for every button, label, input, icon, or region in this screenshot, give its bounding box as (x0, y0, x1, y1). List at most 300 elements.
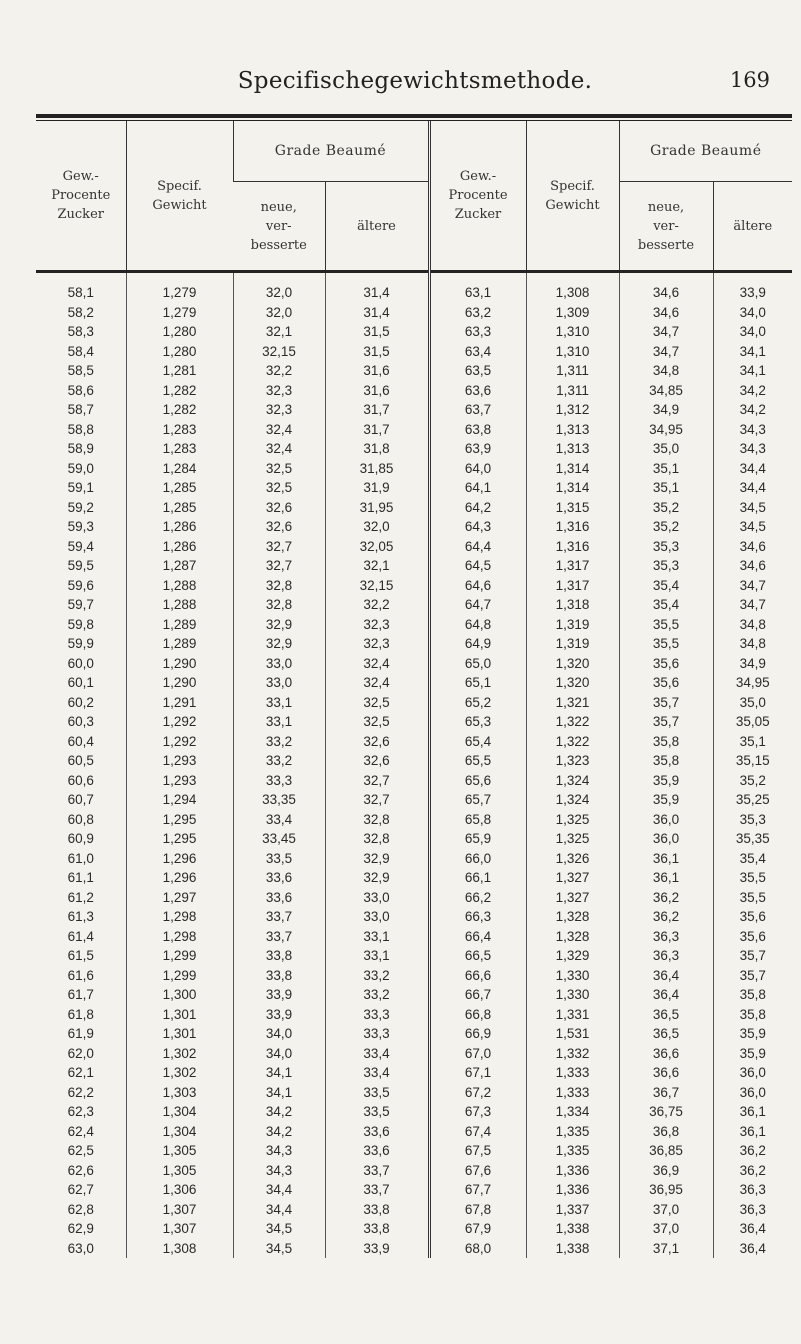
left-gew-procente-cell: 58,7 (67, 402, 94, 417)
table-row (36, 478, 792, 498)
left-gew-procente-cell: 60,7 (67, 792, 94, 807)
left-grade-aeltere-cell: 33,6 (325, 1141, 429, 1161)
table-row (36, 400, 792, 420)
right-specif-gewicht-cell: 1,330 (526, 985, 619, 1005)
table-row (36, 595, 792, 615)
left-grade-aeltere-cell: 33,4 (325, 1044, 429, 1064)
right-gew-procente-cell: 66,0 (429, 849, 526, 869)
right-gew-procente-cell: 64,7 (429, 595, 526, 615)
left-specif-gewicht-cell: 1,279 (126, 303, 233, 323)
left-gew-procente-cell: 62,7 (67, 1182, 94, 1197)
right-gew-procente-cell: 63,1 (429, 272, 526, 303)
right-specif-gewicht-cell: 1,325 (526, 829, 619, 849)
left-specif-gewicht-cell: 1,297 (126, 888, 233, 908)
right-grade-aeltere-cell: 34,1 (713, 342, 792, 362)
left-gew-procente-cell: 59,6 (67, 577, 94, 593)
right-gew-procente-cell: 63,4 (429, 342, 526, 362)
left-grade-neue-cell: 32,6 (233, 517, 325, 537)
table-row (36, 459, 792, 479)
left-grade-aeltere-cell: 32,9 (325, 849, 429, 869)
right-grade-aeltere-cell: 34,4 (713, 459, 792, 479)
left-gew-procente-cell: 59,7 (67, 597, 94, 612)
right-grade-aeltere-cell: 34,95 (713, 673, 792, 693)
right-grade-aeltere-cell: 34,8 (713, 615, 792, 635)
right-grade-aeltere-cell: 34,4 (713, 478, 792, 498)
left-grade-neue-cell: 33,4 (233, 810, 325, 830)
left-gew-procente-cell: 61,7 (67, 987, 94, 1002)
right-specif-gewicht-cell: 1,315 (526, 498, 619, 518)
top-rule (36, 114, 792, 118)
right-grade-neue-cell: 36,1 (619, 849, 713, 869)
table-row (36, 1024, 792, 1044)
left-grade-aeltere-cell: 31,6 (325, 381, 429, 401)
header-gew-procente-right: Gew.- Procente Zucker (429, 121, 526, 270)
right-specif-gewicht-cell: 1,313 (526, 420, 619, 440)
right-specif-gewicht-cell: 1,320 (526, 654, 619, 674)
right-specif-gewicht-cell: 1,338 (526, 1219, 619, 1239)
left-specif-gewicht-cell: 1,303 (126, 1083, 233, 1103)
right-grade-neue-cell: 35,7 (619, 693, 713, 713)
right-specif-gewicht-cell: 1,320 (526, 673, 619, 693)
left-grade-aeltere-cell: 31,7 (325, 420, 429, 440)
right-specif-gewicht-cell: 1,317 (526, 556, 619, 576)
right-specif-gewicht-cell: 1,322 (526, 732, 619, 752)
left-grade-neue-cell: 32,5 (233, 478, 325, 498)
header-specif-gewicht-left: Specif. Gewicht (126, 121, 233, 270)
left-gew-procente-cell: 61,4 (67, 928, 94, 944)
left-grade-aeltere-cell: 31,6 (325, 361, 429, 381)
left-gew-procente-cell: 60,2 (67, 694, 94, 710)
left-grade-neue-cell: 33,1 (233, 693, 325, 713)
left-gew-procente-cell: 58,4 (67, 343, 94, 359)
left-gew-procente-cell: 62,1 (67, 1065, 94, 1080)
left-specif-gewicht-cell: 1,307 (126, 1200, 233, 1220)
left-grade-neue-cell: 34,4 (233, 1180, 325, 1200)
right-grade-neue-cell: 34,6 (619, 303, 713, 323)
left-specif-gewicht-cell: 1,290 (126, 654, 233, 674)
table-row (36, 966, 792, 986)
right-gew-procente-cell: 63,8 (429, 420, 526, 440)
right-gew-procente-cell: 67,3 (429, 1102, 526, 1122)
right-grade-aeltere-cell: 34,0 (713, 303, 792, 323)
right-grade-aeltere-cell: 35,35 (713, 829, 792, 849)
table-row (36, 654, 792, 674)
right-grade-aeltere-cell: 35,0 (713, 693, 792, 713)
left-grade-neue-cell: 33,2 (233, 751, 325, 771)
left-grade-aeltere-cell: 32,05 (325, 537, 429, 557)
right-grade-aeltere-cell: 34,2 (713, 381, 792, 401)
left-specif-gewicht-cell: 1,286 (126, 517, 233, 537)
right-grade-aeltere-cell: 35,7 (713, 946, 792, 966)
left-grade-neue-cell: 34,1 (233, 1063, 325, 1083)
left-grade-neue-cell: 32,9 (233, 634, 325, 654)
right-gew-procente-cell: 65,0 (429, 654, 526, 674)
right-specif-gewicht-cell: 1,327 (526, 868, 619, 888)
left-grade-aeltere-cell: 32,4 (325, 654, 429, 674)
right-grade-aeltere-cell: 35,5 (713, 868, 792, 888)
right-gew-procente-cell: 66,3 (429, 907, 526, 927)
right-grade-neue-cell: 34,95 (619, 420, 713, 440)
left-grade-neue-cell: 33,5 (233, 849, 325, 869)
right-specif-gewicht-cell: 1,327 (526, 888, 619, 908)
left-specif-gewicht-cell: 1,279 (126, 272, 233, 303)
left-grade-aeltere-cell: 33,5 (325, 1102, 429, 1122)
left-grade-neue-cell: 33,9 (233, 985, 325, 1005)
right-grade-neue-cell: 36,3 (619, 927, 713, 947)
left-grade-neue-cell: 32,9 (233, 615, 325, 635)
left-grade-aeltere-cell: 33,8 (325, 1219, 429, 1239)
left-grade-neue-cell: 33,9 (233, 1005, 325, 1025)
left-specif-gewicht-cell: 1,293 (126, 771, 233, 791)
left-grade-aeltere-cell: 32,8 (325, 810, 429, 830)
right-grade-aeltere-cell: 34,7 (713, 595, 792, 615)
right-gew-procente-cell: 67,8 (429, 1200, 526, 1220)
right-grade-aeltere-cell: 34,8 (713, 634, 792, 654)
left-gew-procente-cell: 61,1 (67, 870, 94, 885)
right-specif-gewicht-cell: 1,333 (526, 1083, 619, 1103)
right-grade-aeltere-cell: 34,6 (713, 537, 792, 557)
table-body (36, 272, 792, 1259)
left-specif-gewicht-cell: 1,286 (126, 537, 233, 557)
right-grade-neue-cell: 34,85 (619, 381, 713, 401)
left-grade-neue-cell: 33,35 (233, 790, 325, 810)
right-grade-neue-cell: 36,85 (619, 1141, 713, 1161)
right-grade-aeltere-cell: 34,7 (713, 576, 792, 596)
left-specif-gewicht-cell: 1,280 (126, 322, 233, 342)
right-gew-procente-cell: 66,6 (429, 966, 526, 986)
right-grade-neue-cell: 36,3 (619, 946, 713, 966)
right-grade-aeltere-cell: 36,1 (713, 1102, 792, 1122)
right-grade-aeltere-cell: 35,4 (713, 849, 792, 869)
right-grade-aeltere-cell: 35,8 (713, 985, 792, 1005)
right-grade-neue-cell: 36,0 (619, 810, 713, 830)
right-specif-gewicht-cell: 1,314 (526, 478, 619, 498)
header-specif-gewicht-right: Specif. Gewicht (526, 121, 619, 270)
table-row (36, 907, 792, 927)
left-grade-neue-cell: 33,45 (233, 829, 325, 849)
right-grade-neue-cell: 35,3 (619, 556, 713, 576)
right-grade-neue-cell: 35,7 (619, 712, 713, 732)
left-grade-aeltere-cell: 32,6 (325, 751, 429, 771)
table-row (36, 439, 792, 459)
left-grade-aeltere-cell: 31,95 (325, 498, 429, 518)
right-grade-aeltere-cell: 34,6 (713, 556, 792, 576)
left-specif-gewicht-cell: 1,301 (126, 1005, 233, 1025)
right-gew-procente-cell: 65,6 (429, 771, 526, 791)
right-grade-aeltere-cell: 34,3 (713, 439, 792, 459)
right-specif-gewicht-cell: 1,319 (526, 615, 619, 635)
table-row (36, 498, 792, 518)
right-specif-gewicht-cell: 1,308 (526, 272, 619, 303)
right-grade-aeltere-cell: 35,25 (713, 790, 792, 810)
left-gew-procente-cell: 58,9 (67, 441, 94, 456)
right-gew-procente-cell: 63,6 (429, 381, 526, 401)
right-grade-aeltere-cell: 35,6 (713, 927, 792, 947)
right-specif-gewicht-cell: 1,310 (526, 342, 619, 362)
header-neue-right: neue, ver- besserte (619, 182, 713, 271)
right-grade-neue-cell: 36,8 (619, 1122, 713, 1142)
table-row (36, 927, 792, 947)
left-grade-neue-cell: 32,2 (233, 361, 325, 381)
table-row (36, 1005, 792, 1025)
right-gew-procente-cell: 64,6 (429, 576, 526, 596)
left-specif-gewicht-cell: 1,293 (126, 751, 233, 771)
table-row (36, 1063, 792, 1083)
right-gew-procente-cell: 65,7 (429, 790, 526, 810)
left-grade-neue-cell: 33,7 (233, 927, 325, 947)
left-grade-aeltere-cell: 33,4 (325, 1063, 429, 1083)
left-specif-gewicht-cell: 1,308 (126, 1239, 233, 1259)
right-specif-gewicht-cell: 1,311 (526, 361, 619, 381)
right-gew-procente-cell: 64,3 (429, 517, 526, 537)
left-grade-neue-cell: 32,4 (233, 439, 325, 459)
right-grade-neue-cell: 36,0 (619, 829, 713, 849)
right-grade-aeltere-cell: 36,2 (713, 1141, 792, 1161)
right-grade-neue-cell: 36,95 (619, 1180, 713, 1200)
right-grade-neue-cell: 34,8 (619, 361, 713, 381)
left-grade-aeltere-cell: 32,6 (325, 732, 429, 752)
left-gew-procente-cell: 58,8 (67, 421, 94, 437)
right-gew-procente-cell: 68,0 (429, 1239, 526, 1259)
left-gew-procente-cell: 59,4 (67, 538, 94, 554)
table-row (36, 712, 792, 732)
left-specif-gewicht-cell: 1,290 (126, 673, 233, 693)
right-gew-procente-cell: 63,9 (429, 439, 526, 459)
right-gew-procente-cell: 66,1 (429, 868, 526, 888)
left-grade-aeltere-cell: 31,5 (325, 342, 429, 362)
left-grade-aeltere-cell: 32,7 (325, 771, 429, 791)
left-specif-gewicht-cell: 1,299 (126, 966, 233, 986)
left-gew-procente-cell: 60,1 (67, 675, 94, 690)
right-specif-gewicht-cell: 1,332 (526, 1044, 619, 1064)
left-gew-procente-cell: 58,6 (67, 382, 94, 398)
right-gew-procente-cell: 64,2 (429, 498, 526, 518)
left-specif-gewicht-cell: 1,299 (126, 946, 233, 966)
left-specif-gewicht-cell: 1,282 (126, 400, 233, 420)
left-specif-gewicht-cell: 1,300 (126, 985, 233, 1005)
left-grade-aeltere-cell: 33,7 (325, 1161, 429, 1181)
right-specif-gewicht-cell: 1,314 (526, 459, 619, 479)
left-gew-procente-cell: 62,4 (67, 1123, 94, 1139)
table-row (36, 576, 792, 596)
right-gew-procente-cell: 65,3 (429, 712, 526, 732)
table-row (36, 751, 792, 771)
left-grade-neue-cell: 32,3 (233, 381, 325, 401)
left-grade-aeltere-cell: 33,3 (325, 1005, 429, 1025)
left-grade-neue-cell: 34,5 (233, 1219, 325, 1239)
right-grade-aeltere-cell: 35,15 (713, 751, 792, 771)
right-specif-gewicht-cell: 1,322 (526, 712, 619, 732)
right-grade-neue-cell: 35,5 (619, 634, 713, 654)
left-gew-procente-cell: 59,9 (67, 636, 94, 651)
left-grade-neue-cell: 33,7 (233, 907, 325, 927)
right-gew-procente-cell: 67,7 (429, 1180, 526, 1200)
left-gew-procente-cell: 58,3 (67, 324, 94, 339)
right-grade-aeltere-cell: 35,7 (713, 966, 792, 986)
table-row (36, 1219, 792, 1239)
left-grade-aeltere-cell: 31,5 (325, 322, 429, 342)
left-grade-aeltere-cell: 31,7 (325, 400, 429, 420)
table-row (36, 849, 792, 869)
left-grade-neue-cell: 32,0 (233, 272, 325, 303)
running-title: Specifischegewichtsmethode. (237, 68, 593, 94)
left-grade-neue-cell: 32,8 (233, 576, 325, 596)
right-gew-procente-cell: 66,8 (429, 1005, 526, 1025)
left-grade-neue-cell: 34,4 (233, 1200, 325, 1220)
left-grade-neue-cell: 34,2 (233, 1122, 325, 1142)
left-gew-procente-cell: 58,5 (67, 363, 94, 378)
left-grade-aeltere-cell: 32,8 (325, 829, 429, 849)
left-specif-gewicht-cell: 1,305 (126, 1161, 233, 1181)
left-grade-aeltere-cell: 31,8 (325, 439, 429, 459)
right-gew-procente-cell: 65,9 (429, 829, 526, 849)
header-aeltere-right: ältere (713, 182, 792, 271)
left-gew-procente-cell: 61,8 (67, 1006, 94, 1022)
right-specif-gewicht-cell: 1,319 (526, 634, 619, 654)
left-grade-neue-cell: 32,15 (233, 342, 325, 362)
right-specif-gewicht-cell: 1,317 (526, 576, 619, 596)
right-grade-neue-cell: 34,9 (619, 400, 713, 420)
left-grade-neue-cell: 34,0 (233, 1024, 325, 1044)
right-gew-procente-cell: 63,3 (429, 322, 526, 342)
left-specif-gewicht-cell: 1,305 (126, 1141, 233, 1161)
right-grade-aeltere-cell: 35,1 (713, 732, 792, 752)
right-grade-aeltere-cell: 34,5 (713, 498, 792, 518)
header-neue-left: neue, ver- besserte (250, 199, 307, 253)
right-specif-gewicht-cell: 1,531 (526, 1024, 619, 1044)
right-specif-gewicht-cell: 1,310 (526, 322, 619, 342)
right-grade-neue-cell: 36,75 (619, 1102, 713, 1122)
left-grade-aeltere-cell: 32,3 (325, 615, 429, 635)
left-grade-aeltere-cell: 32,1 (325, 556, 429, 576)
left-gew-procente-cell: 61,2 (67, 889, 94, 905)
left-gew-procente-cell: 59,2 (67, 499, 94, 515)
left-specif-gewicht-cell: 1,287 (126, 556, 233, 576)
right-grade-neue-cell: 35,2 (619, 517, 713, 537)
right-specif-gewicht-cell: 1,331 (526, 1005, 619, 1025)
right-specif-gewicht-cell: 1,321 (526, 693, 619, 713)
left-grade-aeltere-cell: 33,9 (325, 1239, 429, 1259)
left-grade-neue-cell: 33,3 (233, 771, 325, 791)
right-grade-aeltere-cell: 35,9 (713, 1024, 792, 1044)
right-grade-aeltere-cell: 36,4 (713, 1239, 792, 1259)
left-gew-procente-cell: 59,1 (67, 480, 94, 495)
right-grade-neue-cell: 36,2 (619, 888, 713, 908)
right-grade-aeltere-cell: 36,0 (713, 1083, 792, 1103)
right-grade-aeltere-cell: 34,1 (713, 361, 792, 381)
left-grade-aeltere-cell: 33,3 (325, 1024, 429, 1044)
right-gew-procente-cell: 64,5 (429, 556, 526, 576)
table-row (36, 537, 792, 557)
right-grade-aeltere-cell: 35,9 (713, 1044, 792, 1064)
left-gew-procente-cell: 62,6 (67, 1162, 94, 1178)
table-row (36, 810, 792, 830)
right-gew-procente-cell: 67,0 (429, 1044, 526, 1064)
right-grade-aeltere-cell: 36,3 (713, 1200, 792, 1220)
right-gew-procente-cell: 67,9 (429, 1219, 526, 1239)
right-specif-gewicht-cell: 1,323 (526, 751, 619, 771)
left-specif-gewicht-cell: 1,292 (126, 712, 233, 732)
left-specif-gewicht-cell: 1,304 (126, 1102, 233, 1122)
right-specif-gewicht-cell: 1,333 (526, 1063, 619, 1083)
left-specif-gewicht-cell: 1,288 (126, 595, 233, 615)
left-gew-procente-cell: 60,5 (67, 753, 94, 768)
table-row (36, 1044, 792, 1064)
left-specif-gewicht-cell: 1,302 (126, 1044, 233, 1064)
table-row (36, 1141, 792, 1161)
right-gew-procente-cell: 64,9 (429, 634, 526, 654)
right-grade-neue-cell: 35,6 (619, 654, 713, 674)
right-specif-gewicht-cell: 1,336 (526, 1180, 619, 1200)
right-specif-gewicht-cell: 1,326 (526, 849, 619, 869)
right-gew-procente-cell: 65,8 (429, 810, 526, 830)
right-grade-neue-cell: 36,9 (619, 1161, 713, 1181)
left-grade-neue-cell: 32,5 (233, 459, 325, 479)
left-gew-procente-cell: 62,8 (67, 1201, 94, 1217)
left-specif-gewicht-cell: 1,298 (126, 907, 233, 927)
right-specif-gewicht-cell: 1,337 (526, 1200, 619, 1220)
left-grade-aeltere-cell: 33,2 (325, 985, 429, 1005)
right-gew-procente-cell: 66,2 (429, 888, 526, 908)
left-gew-procente-cell: 62,5 (67, 1143, 94, 1158)
page-header (60, 68, 770, 108)
right-gew-procente-cell: 64,4 (429, 537, 526, 557)
left-grade-aeltere-cell: 33,1 (325, 946, 429, 966)
page-number: 169 (729, 68, 770, 92)
right-gew-procente-cell: 63,5 (429, 361, 526, 381)
right-grade-neue-cell: 36,4 (619, 966, 713, 986)
left-gew-procente-cell: 59,8 (67, 616, 94, 632)
right-grade-neue-cell: 34,7 (619, 322, 713, 342)
left-specif-gewicht-cell: 1,283 (126, 420, 233, 440)
left-grade-neue-cell: 32,0 (233, 303, 325, 323)
left-grade-aeltere-cell: 33,2 (325, 966, 429, 986)
right-gew-procente-cell: 66,5 (429, 946, 526, 966)
left-gew-procente-cell: 60,8 (67, 811, 94, 827)
left-grade-neue-cell: 32,6 (233, 498, 325, 518)
table-row (36, 946, 792, 966)
right-gew-procente-cell: 65,2 (429, 693, 526, 713)
left-specif-gewicht-cell: 1,295 (126, 810, 233, 830)
left-gew-procente-cell: 60,9 (67, 831, 94, 846)
left-grade-aeltere-cell: 32,5 (325, 712, 429, 732)
right-grade-aeltere-cell: 35,6 (713, 907, 792, 927)
right-gew-procente-cell: 64,1 (429, 478, 526, 498)
left-specif-gewicht-cell: 1,294 (126, 790, 233, 810)
right-specif-gewicht-cell: 1,318 (526, 595, 619, 615)
left-gew-procente-cell: 62,2 (67, 1084, 94, 1100)
header-aeltere-left: ältere (325, 182, 429, 271)
left-specif-gewicht-cell: 1,285 (126, 478, 233, 498)
table-row (36, 888, 792, 908)
left-gew-procente-cell: 59,0 (67, 460, 94, 476)
right-grade-neue-cell: 36,5 (619, 1024, 713, 1044)
left-specif-gewicht-cell: 1,304 (126, 1122, 233, 1142)
right-gew-procente-cell: 64,8 (429, 615, 526, 635)
left-grade-neue-cell: 33,8 (233, 946, 325, 966)
table-row (36, 771, 792, 791)
right-specif-gewicht-cell: 1,309 (526, 303, 619, 323)
right-specif-gewicht-cell: 1,334 (526, 1102, 619, 1122)
left-gew-procente-cell: 60,3 (67, 714, 94, 729)
table-row (36, 556, 792, 576)
table-row (36, 517, 792, 537)
right-grade-aeltere-cell: 36,2 (713, 1161, 792, 1181)
right-grade-neue-cell: 35,8 (619, 751, 713, 771)
left-gew-procente-cell: 61,6 (67, 967, 94, 983)
table-row (36, 342, 792, 362)
left-specif-gewicht-cell: 1,291 (126, 693, 233, 713)
